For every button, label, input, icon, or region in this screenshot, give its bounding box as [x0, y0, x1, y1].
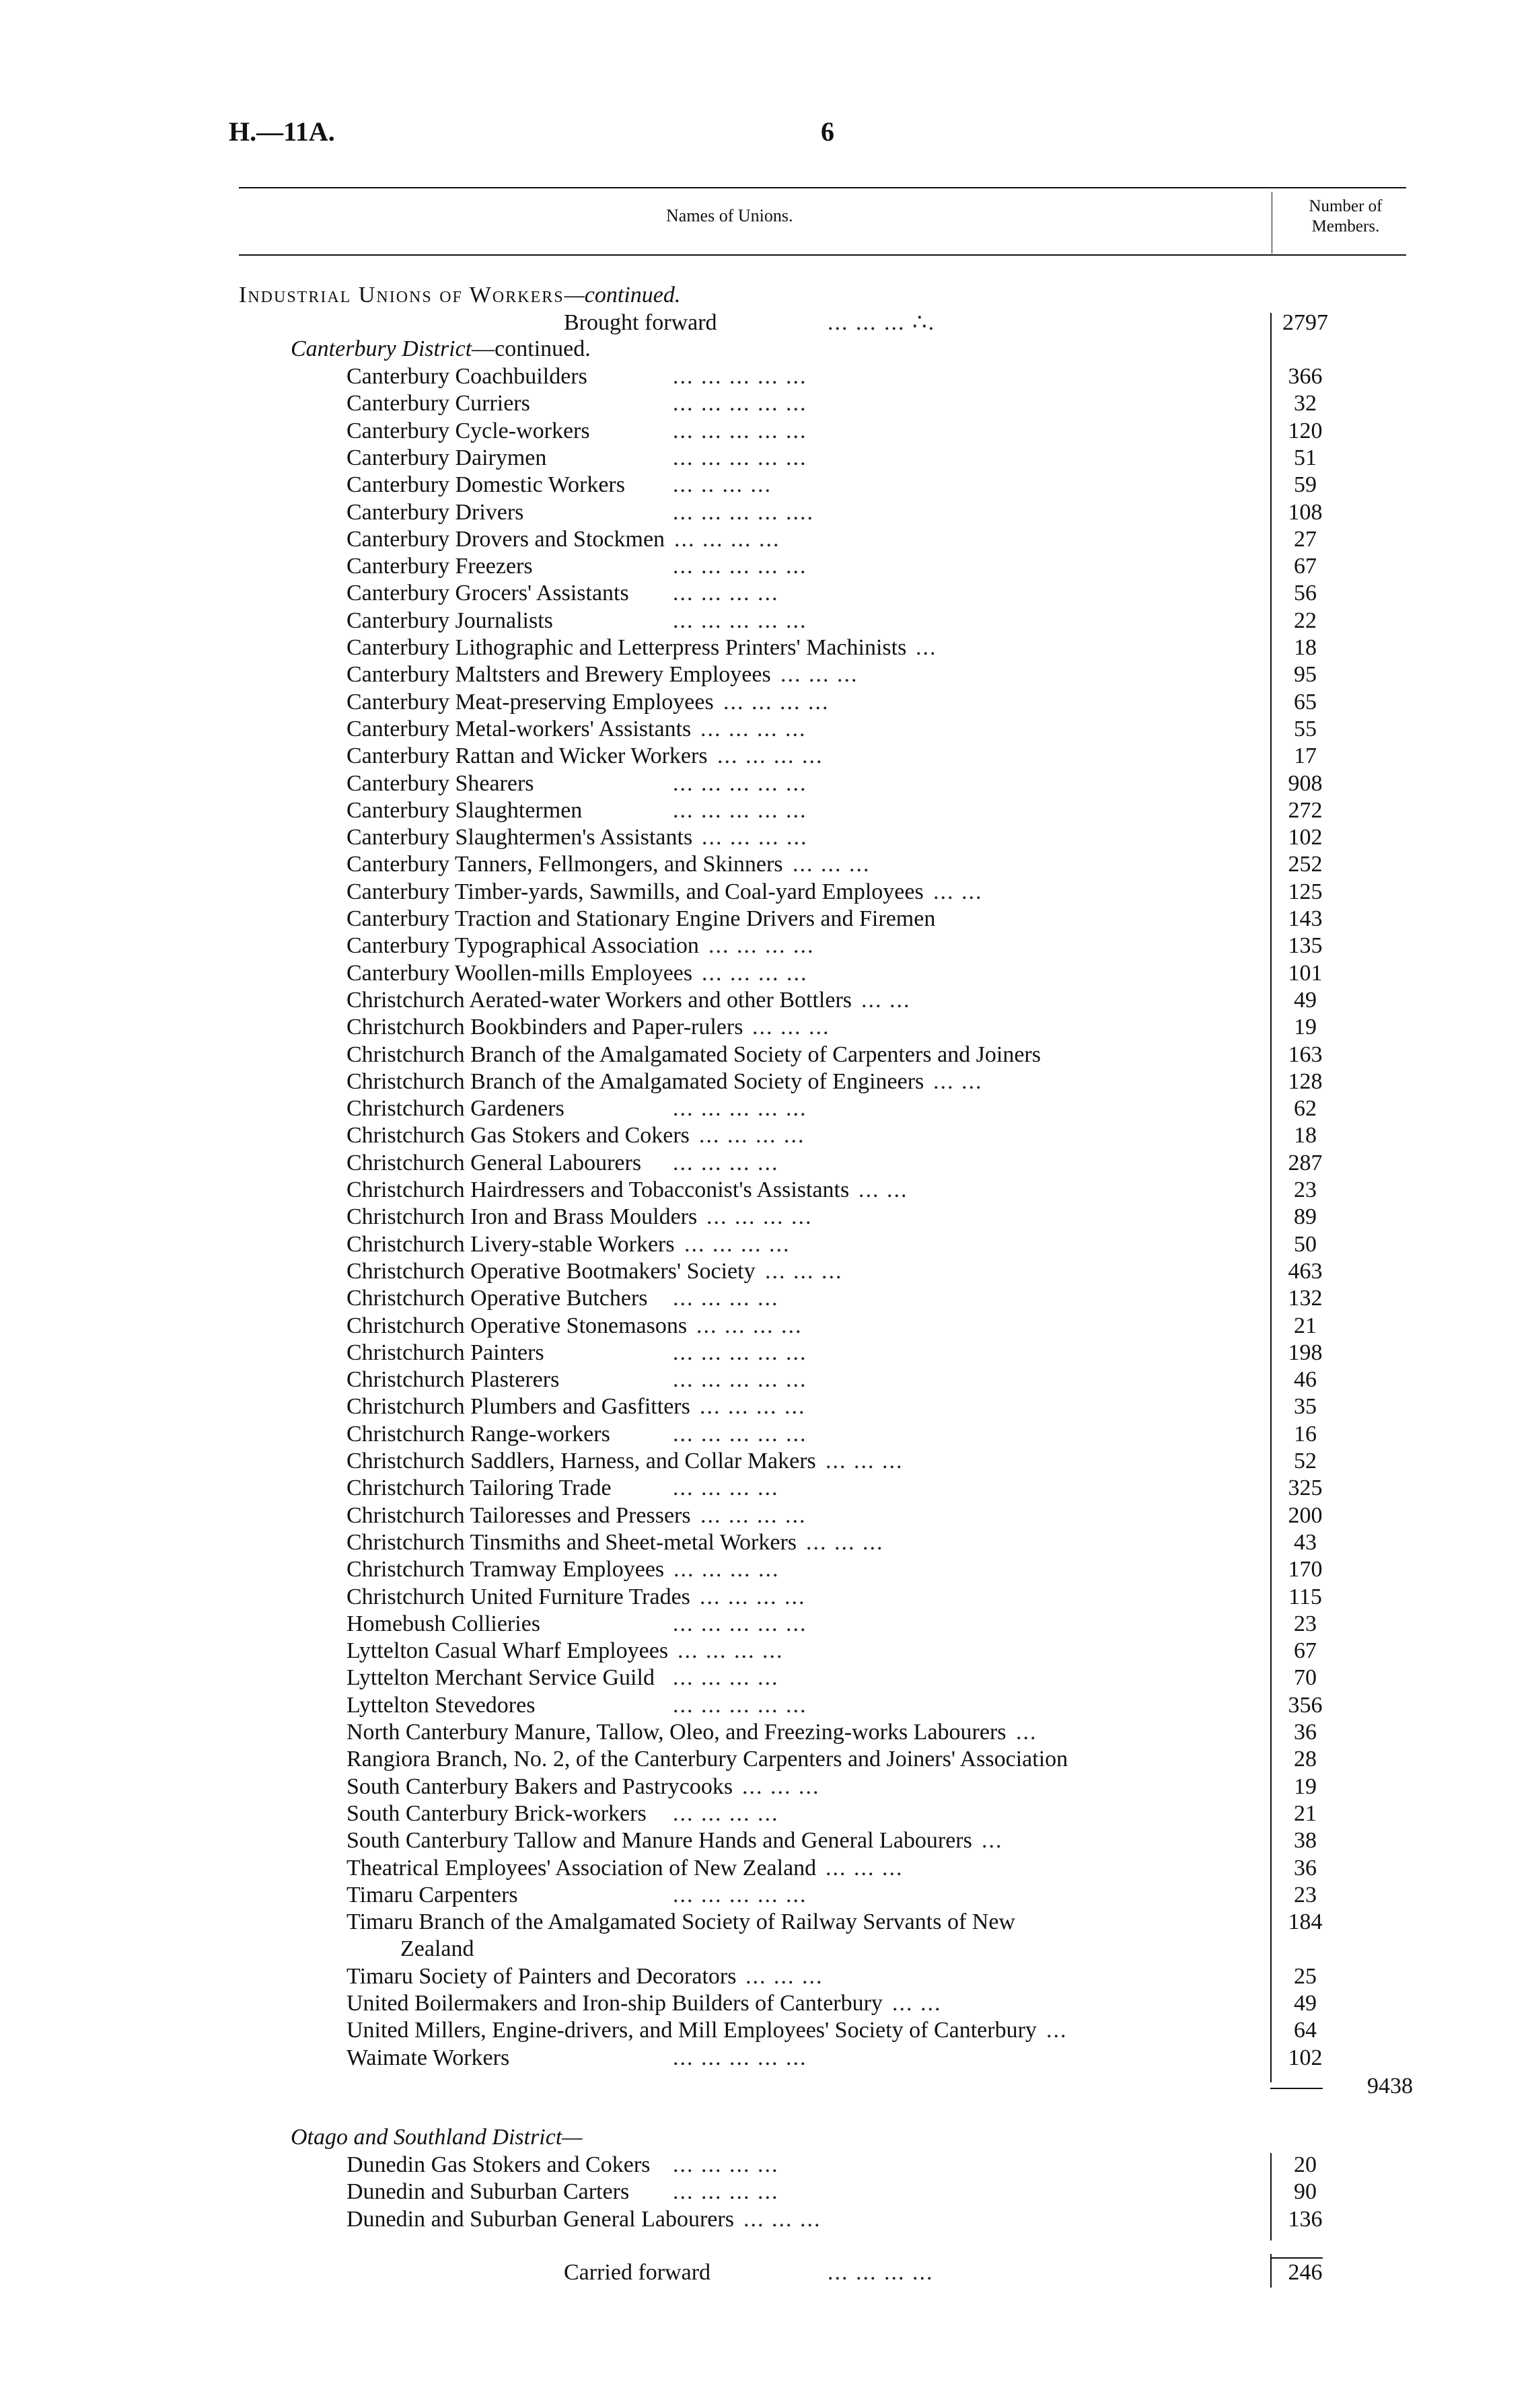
- union-name: Canterbury Shearers: [346, 770, 534, 796]
- union-name: South Canterbury Bakers and Pastrycooks: [346, 1774, 733, 1799]
- row-dots: ... ... ...: [793, 852, 871, 877]
- union-name: Christchurch Tinsmiths and Sheet-metal Workers: [346, 1529, 797, 1555]
- row-dots: ... ... ... ...: [673, 1557, 780, 1582]
- table-row: [0, 1122, 1534, 1149]
- row-dots: ... .. ... ...: [673, 472, 772, 498]
- union-name: Christchurch Bookbinders and Paper-rulers: [346, 1015, 743, 1040]
- union-name: Christchurch Branch of the Amalgamated Society of Engineers: [346, 1068, 924, 1094]
- table-row: [0, 1393, 1534, 1420]
- union-name: Christchurch Tramway Employees: [346, 1557, 665, 1582]
- table-row: [0, 1556, 1534, 1583]
- member-count: 70: [1294, 1665, 1317, 1691]
- member-count: 38: [1294, 1828, 1317, 1854]
- table-row: [0, 2045, 1534, 2072]
- row-dots: ... ... ... ... ...: [673, 1421, 807, 1447]
- member-count: 90: [1294, 2179, 1317, 2205]
- table-row: [0, 418, 1534, 445]
- canterbury-total: 9438: [1367, 2074, 1413, 2099]
- member-count: 132: [1288, 1286, 1323, 1311]
- row-dots: ... ... ... ...: [700, 716, 807, 741]
- union-name: Dunedin and Suburban General Labourers: [346, 2206, 734, 2232]
- union-name: Christchurch Gas Stokers and Cokers: [346, 1123, 690, 1148]
- row-dots: ... ... ... ... ...: [673, 2045, 807, 2070]
- row-dots: ... ... ... ...: [700, 1502, 807, 1528]
- union-name: Christchurch Operative Stonemasons: [346, 1313, 688, 1338]
- member-count: 18: [1294, 1123, 1317, 1148]
- member-count: 56: [1294, 581, 1317, 606]
- row-dots: ... ... ... ...: [706, 1204, 813, 1230]
- union-name: Christchurch Tailoring Trade: [346, 1475, 612, 1501]
- table-row: [0, 1638, 1534, 1665]
- otago-district-heading: Otago and Southland District—: [291, 2125, 583, 2150]
- table-row: [0, 553, 1534, 580]
- table-row: [0, 634, 1534, 661]
- union-name: Christchurch General Labourers: [346, 1150, 642, 1175]
- carried-forward-label: Carried forward: [564, 2260, 711, 2285]
- union-name: Christchurch Livery-stable Workers: [346, 1231, 675, 1257]
- union-name: Dunedin Gas Stokers and Cokers: [346, 2152, 651, 2177]
- row-dots: ... ... ... ...: [702, 960, 808, 986]
- row-dots: ... ... ... ...: [702, 825, 808, 850]
- member-count: 51: [1294, 445, 1317, 470]
- union-name: Canterbury Maltsters and Brewery Employees: [346, 662, 771, 688]
- union-name: Waimate Workers: [346, 2045, 510, 2070]
- member-count: 120: [1288, 418, 1323, 443]
- member-count: 125: [1288, 879, 1323, 904]
- member-count: 95: [1294, 662, 1317, 688]
- member-count: 36: [1294, 1855, 1317, 1881]
- row-dots: ... ...: [861, 987, 911, 1013]
- member-count: 35: [1294, 1394, 1317, 1420]
- otago-value-column-rule: [1270, 2153, 1272, 2240]
- member-count: 102: [1288, 2045, 1323, 2070]
- member-count: 21: [1294, 1800, 1317, 1826]
- member-count: 59: [1294, 472, 1317, 498]
- row-dots: ... ... ... ...: [708, 933, 815, 959]
- member-count: 101: [1288, 960, 1323, 986]
- union-name: Canterbury Traction and Stationary Engine Drivers and Firemen: [346, 906, 936, 931]
- member-count: 64: [1294, 2018, 1317, 2043]
- member-count: 102: [1288, 825, 1323, 850]
- member-count: 19: [1294, 1774, 1317, 1799]
- union-name: Canterbury Coachbuilders: [346, 364, 587, 389]
- row-dots: ... ...: [933, 1068, 983, 1094]
- member-count: 43: [1294, 1529, 1317, 1555]
- table-row: [0, 1963, 1534, 1990]
- member-count: 49: [1294, 1991, 1317, 2016]
- union-name: Lyttelton Stevedores: [346, 1692, 536, 1718]
- member-count: 55: [1294, 716, 1317, 741]
- carried-forward-row: [0, 2259, 1534, 2286]
- row-dots: ... ... ... ... ...: [673, 364, 807, 389]
- table-row: [0, 824, 1534, 851]
- union-name: Canterbury Curriers: [346, 391, 530, 416]
- table-row: [0, 1095, 1534, 1122]
- union-name: Christchurch Branch of the Amalgamated Society of Carpenters and Joiners: [346, 1042, 1041, 1067]
- member-count: 325: [1288, 1475, 1323, 1501]
- table-row: [0, 526, 1534, 553]
- member-count: 25: [1294, 1963, 1317, 1989]
- row-dots: ... ... ... ... ...: [673, 554, 807, 579]
- section-heading-cont: —continued.: [564, 283, 681, 307]
- member-count: 252: [1288, 852, 1323, 877]
- row-dots: ...: [1046, 2018, 1068, 2043]
- table-row: [0, 445, 1534, 472]
- brought-forward-value: 2797: [1282, 310, 1328, 335]
- member-count: 67: [1294, 1638, 1317, 1664]
- row-dots: ... ... ... ...: [673, 581, 779, 606]
- row-dots: ... ...: [892, 1991, 942, 2016]
- member-count: 287: [1288, 1150, 1323, 1175]
- member-count: 272: [1288, 797, 1323, 823]
- union-name: Timaru Society of Painters and Decorators: [346, 1963, 737, 1989]
- row-dots: ... ... ... ...: [674, 526, 780, 552]
- row-dots: ... ... ... ...: [673, 1665, 779, 1691]
- row-dots: ... ... ... ... ...: [673, 1367, 807, 1393]
- table-row: [0, 1231, 1534, 1258]
- member-count: 23: [1294, 1611, 1317, 1636]
- row-dots: ... ...: [859, 1177, 908, 1202]
- union-name: Canterbury Cycle-workers: [346, 418, 590, 443]
- member-count: 89: [1294, 1204, 1317, 1230]
- member-count: 65: [1294, 689, 1317, 715]
- table-row: [0, 1366, 1534, 1393]
- table-row: [0, 1340, 1534, 1366]
- section-heading-text: Industrial Unions of Workers: [239, 283, 564, 307]
- member-count: 67: [1294, 554, 1317, 579]
- union-name: Rangiora Branch, No. 2, of the Canterbury Carpenters and Joiners' Association: [346, 1747, 1068, 1772]
- table-row: [0, 1150, 1534, 1177]
- member-count: 356: [1288, 1692, 1323, 1718]
- member-count: 21: [1294, 1313, 1317, 1338]
- member-count: 16: [1294, 1421, 1317, 1447]
- union-name: Canterbury Slaughtermen: [346, 797, 583, 823]
- table-row: [0, 580, 1534, 607]
- table-row: [0, 1800, 1534, 1827]
- row-dots: ... ... ... ... ...: [673, 770, 807, 796]
- table-row: [0, 716, 1534, 743]
- union-name: Canterbury Grocers' Assistants: [346, 581, 629, 606]
- row-dots: ... ... ... ...: [700, 1584, 806, 1609]
- table-row: [0, 2179, 1534, 2205]
- row-dots: ... ... ...: [743, 2206, 821, 2232]
- union-name: Canterbury Lithographic and Letterpress Printers' Machinists: [346, 635, 907, 660]
- union-name: Christchurch Plasterers: [346, 1367, 560, 1393]
- table-row: [0, 1502, 1534, 1529]
- table-row: [0, 1746, 1534, 1773]
- table-row: [0, 1936, 1534, 1963]
- member-count: 184: [1288, 1909, 1323, 1935]
- col-header-members-line2: Members.: [1311, 217, 1380, 235]
- page-number: 6: [821, 116, 834, 147]
- col-header-names: Names of Unions.: [666, 206, 793, 225]
- table-row: [0, 1909, 1534, 1936]
- member-count: 49: [1294, 987, 1317, 1013]
- table-row: [0, 1448, 1534, 1475]
- row-dots: ... ... ... ... ...: [673, 391, 807, 416]
- col-header-members: [1278, 196, 1413, 237]
- carried-forward-rule: [1270, 2257, 1323, 2259]
- union-name: Canterbury Metal-workers' Assistants: [346, 716, 692, 741]
- table-row: [0, 1611, 1534, 1638]
- row-dots: ... ... ... ... ...: [673, 445, 807, 470]
- union-name: Canterbury Woollen-mills Employees: [346, 960, 693, 986]
- union-name: Christchurch Gardeners: [346, 1096, 564, 1122]
- member-count: 52: [1294, 1449, 1317, 1473]
- carried-forward-value: 246: [1288, 2260, 1323, 2285]
- row-dots: ... ... ... ... ...: [673, 1692, 807, 1718]
- member-count: 463: [1288, 1258, 1323, 1284]
- union-name: Canterbury Rattan and Wicker Workers: [346, 743, 708, 769]
- member-count: 108: [1288, 499, 1323, 525]
- member-count: 128: [1288, 1068, 1323, 1094]
- row-dots: ... ... ... ...: [673, 1286, 779, 1311]
- col-header-members-line1: Number of: [1309, 197, 1383, 215]
- union-name: Lyttelton Merchant Service Guild: [346, 1665, 655, 1691]
- canterbury-district-heading: [291, 336, 591, 362]
- row-dots: ... ... ... ...: [723, 689, 830, 715]
- row-dots: ...: [982, 1828, 1003, 1854]
- member-count: 50: [1294, 1231, 1317, 1257]
- union-name: Canterbury Timber-yards, Sawmills, and Coal-yard Employees: [346, 879, 924, 904]
- union-name: United Boilermakers and Iron-ship Builders of Canterbury: [346, 1991, 883, 2016]
- union-name: Canterbury Slaughtermen's Assistants: [346, 825, 693, 850]
- union-name: Canterbury Drovers and Stockmen: [346, 526, 665, 552]
- table-row: [0, 1177, 1534, 1204]
- table-row: [0, 1014, 1534, 1041]
- member-count: 17: [1294, 743, 1317, 769]
- table-row: [0, 906, 1534, 933]
- table-row: [0, 363, 1534, 390]
- member-count: 20: [1294, 2152, 1317, 2177]
- table-row: [0, 2017, 1534, 2044]
- carried-forward-divider: [1270, 2254, 1272, 2288]
- row-dots: ... ... ... ... ...: [673, 797, 807, 823]
- brought-forward-row: [0, 309, 1534, 336]
- union-name: Canterbury Dairymen: [346, 445, 547, 470]
- row-dots: ... ... ...: [826, 1449, 904, 1473]
- union-name: South Canterbury Tallow and Manure Hands and General Labourers: [346, 1828, 972, 1854]
- union-name: Christchurch Operative Bootmakers' Society: [346, 1258, 756, 1284]
- table-row: [0, 1421, 1534, 1448]
- row-dots: ... ... ... ...: [828, 2260, 934, 2285]
- union-name: Timaru Carpenters: [346, 1882, 518, 1907]
- table-row: [0, 390, 1534, 417]
- member-count: 143: [1288, 906, 1323, 931]
- row-dots: ... ... ... ...: [684, 1231, 791, 1257]
- member-count: 18: [1294, 635, 1317, 660]
- row-dots: ... ... ... ... ...: [673, 418, 807, 443]
- row-dots: ... ... ... ... ...: [673, 1611, 807, 1636]
- member-count: 200: [1288, 1502, 1323, 1528]
- row-dots: ... ... ... ...: [673, 1800, 779, 1826]
- table-row: [0, 608, 1534, 634]
- table-row: [0, 1258, 1534, 1285]
- union-name: Canterbury Journalists: [346, 608, 553, 633]
- table-row: [0, 1475, 1534, 1502]
- table-row: [0, 933, 1534, 959]
- table-row: [0, 879, 1534, 906]
- union-name: North Canterbury Manure, Tallow, Oleo, and Freezing-works Labourers: [346, 1720, 1007, 1745]
- row-dots: ... ... ... ... ....: [673, 499, 814, 525]
- row-dots: ... ... ...: [765, 1258, 843, 1284]
- row-dots: ... ... ...: [780, 662, 859, 688]
- row-dots: ... ... ... ... ...: [673, 1340, 807, 1365]
- table-row: [0, 1855, 1534, 1882]
- union-name: Christchurch Hairdressers and Tobacconist's Assistants: [346, 1177, 850, 1202]
- union-name: Christchurch Plumbers and Gasfitters: [346, 1394, 690, 1420]
- row-dots: ... ... ... ...: [673, 2179, 779, 2205]
- table-header-rule: [239, 254, 1406, 256]
- table-row: [0, 1665, 1534, 1691]
- member-count: 23: [1294, 1882, 1317, 1907]
- table-row: [0, 960, 1534, 987]
- row-dots: ... ... ... ... ...: [673, 1882, 807, 1907]
- table-row: [0, 1827, 1534, 1854]
- member-count: 62: [1294, 1096, 1317, 1122]
- union-name: Christchurch Saddlers, Harness, and Collar Makers: [346, 1449, 816, 1473]
- row-dots: ... ... ... ...: [696, 1313, 803, 1338]
- member-count: 23: [1294, 1177, 1317, 1202]
- member-count: 163: [1288, 1042, 1323, 1067]
- brought-forward-label: Brought forward: [564, 310, 717, 335]
- union-name: Canterbury Freezers: [346, 554, 533, 579]
- union-name: Christchurch Tailoresses and Pressers: [346, 1502, 691, 1528]
- union-name: Christchurch United Furniture Trades: [346, 1584, 690, 1609]
- row-dots: ... ... ... ...: [673, 1475, 779, 1501]
- section-heading: [239, 283, 680, 308]
- union-name: Lyttelton Casual Wharf Employees: [346, 1638, 669, 1664]
- table-row: [0, 1204, 1534, 1231]
- member-count: 46: [1294, 1367, 1317, 1393]
- union-name: Canterbury Meat-preserving Employees: [346, 689, 714, 715]
- union-name: Christchurch Painters: [346, 1340, 544, 1365]
- union-name: Canterbury Tanners, Fellmongers, and Skinners: [346, 852, 783, 877]
- member-count: 32: [1294, 391, 1317, 416]
- union-name: Zealand: [400, 1936, 474, 1962]
- table-row: [0, 770, 1534, 797]
- value-column-rule: [1270, 313, 1272, 2082]
- union-name: Timaru Branch of the Amalgamated Society of Railway Servants of New: [346, 1909, 1015, 1935]
- union-name: United Millers, Engine-drivers, and Mill Employees' Society of Canterbury: [346, 2018, 1037, 2043]
- union-name: Christchurch Range-workers: [346, 1421, 610, 1447]
- union-name: Theatrical Employees' Association of New Zealand: [346, 1855, 817, 1881]
- row-dots: ... ... ...: [752, 1015, 830, 1040]
- union-name: Canterbury Domestic Workers: [346, 472, 625, 498]
- row-dots: ... ... ... ... ...: [673, 608, 807, 633]
- table-row: [0, 1774, 1534, 1800]
- table-row: [0, 472, 1534, 499]
- row-dots: ...: [916, 635, 937, 660]
- row-dots: ... ... ...: [742, 1774, 820, 1799]
- table-row: [0, 1584, 1534, 1611]
- member-count: 27: [1294, 526, 1317, 552]
- table-row: [0, 2206, 1534, 2233]
- table-row: [0, 661, 1534, 688]
- member-count: 170: [1288, 1557, 1323, 1582]
- union-name: Canterbury Typographical Association: [346, 933, 699, 959]
- row-dots: ... ... ... ...: [678, 1638, 784, 1664]
- row-dots: ...: [1016, 1720, 1037, 1745]
- union-name: Christchurch Operative Butchers: [346, 1286, 648, 1311]
- table-row: [0, 1042, 1534, 1068]
- member-count: 22: [1294, 608, 1317, 633]
- table-row: [0, 1068, 1534, 1095]
- row-dots: ... ... ... ...: [673, 2152, 779, 2177]
- union-name: South Canterbury Brick-workers: [346, 1800, 647, 1826]
- table-row: [0, 1882, 1534, 1909]
- union-name: Homebush Collieries: [346, 1611, 541, 1636]
- district-cont: —continued.: [472, 336, 591, 361]
- member-count: 19: [1294, 1015, 1317, 1040]
- union-name: Christchurch Aerated-water Workers and other Bottlers: [346, 987, 852, 1013]
- table-row: [0, 499, 1534, 526]
- member-count: 135: [1288, 933, 1323, 959]
- row-dots: ... ... ...: [745, 1963, 824, 1989]
- table-top-rule: [239, 187, 1406, 188]
- table-row: [0, 1719, 1534, 1746]
- row-dots: ... ... ... ∴.: [828, 310, 936, 335]
- union-name: Canterbury Drivers: [346, 499, 524, 525]
- member-count: 115: [1288, 1584, 1322, 1609]
- row-dots: ... ... ... ...: [673, 1150, 779, 1175]
- district-name: Canterbury District: [291, 336, 472, 361]
- member-count: 908: [1288, 770, 1323, 796]
- page-header-ref: H.—11A.: [229, 116, 335, 147]
- table-row: [0, 1529, 1534, 1556]
- member-count: 366: [1288, 364, 1323, 389]
- union-name: Christchurch Iron and Brass Moulders: [346, 1204, 698, 1230]
- table-row: [0, 689, 1534, 716]
- table-row: [0, 1692, 1534, 1719]
- row-dots: ... ... ...: [806, 1529, 884, 1555]
- member-count: 136: [1288, 2206, 1323, 2232]
- row-dots: ... ... ...: [826, 1855, 904, 1881]
- member-count: 198: [1288, 1340, 1323, 1365]
- table-row: [0, 2152, 1534, 2179]
- row-dots: ... ...: [933, 879, 983, 904]
- table-row: [0, 743, 1534, 770]
- member-count: 28: [1294, 1747, 1317, 1772]
- table-row: [0, 1313, 1534, 1340]
- row-dots: ... ... ... ...: [699, 1123, 805, 1148]
- table-row: [0, 1990, 1534, 2017]
- subtotal-rule: [1270, 2088, 1323, 2089]
- table-row: [0, 797, 1534, 824]
- member-count: 36: [1294, 1720, 1317, 1745]
- union-name: Dunedin and Suburban Carters: [346, 2179, 630, 2205]
- row-dots: ... ... ... ...: [717, 743, 824, 769]
- row-dots: ... ... ... ...: [700, 1394, 806, 1420]
- table-row: [0, 1285, 1534, 1312]
- row-dots: ... ... ... ... ...: [673, 1096, 807, 1122]
- table-row: [0, 987, 1534, 1014]
- table-row: [0, 851, 1534, 878]
